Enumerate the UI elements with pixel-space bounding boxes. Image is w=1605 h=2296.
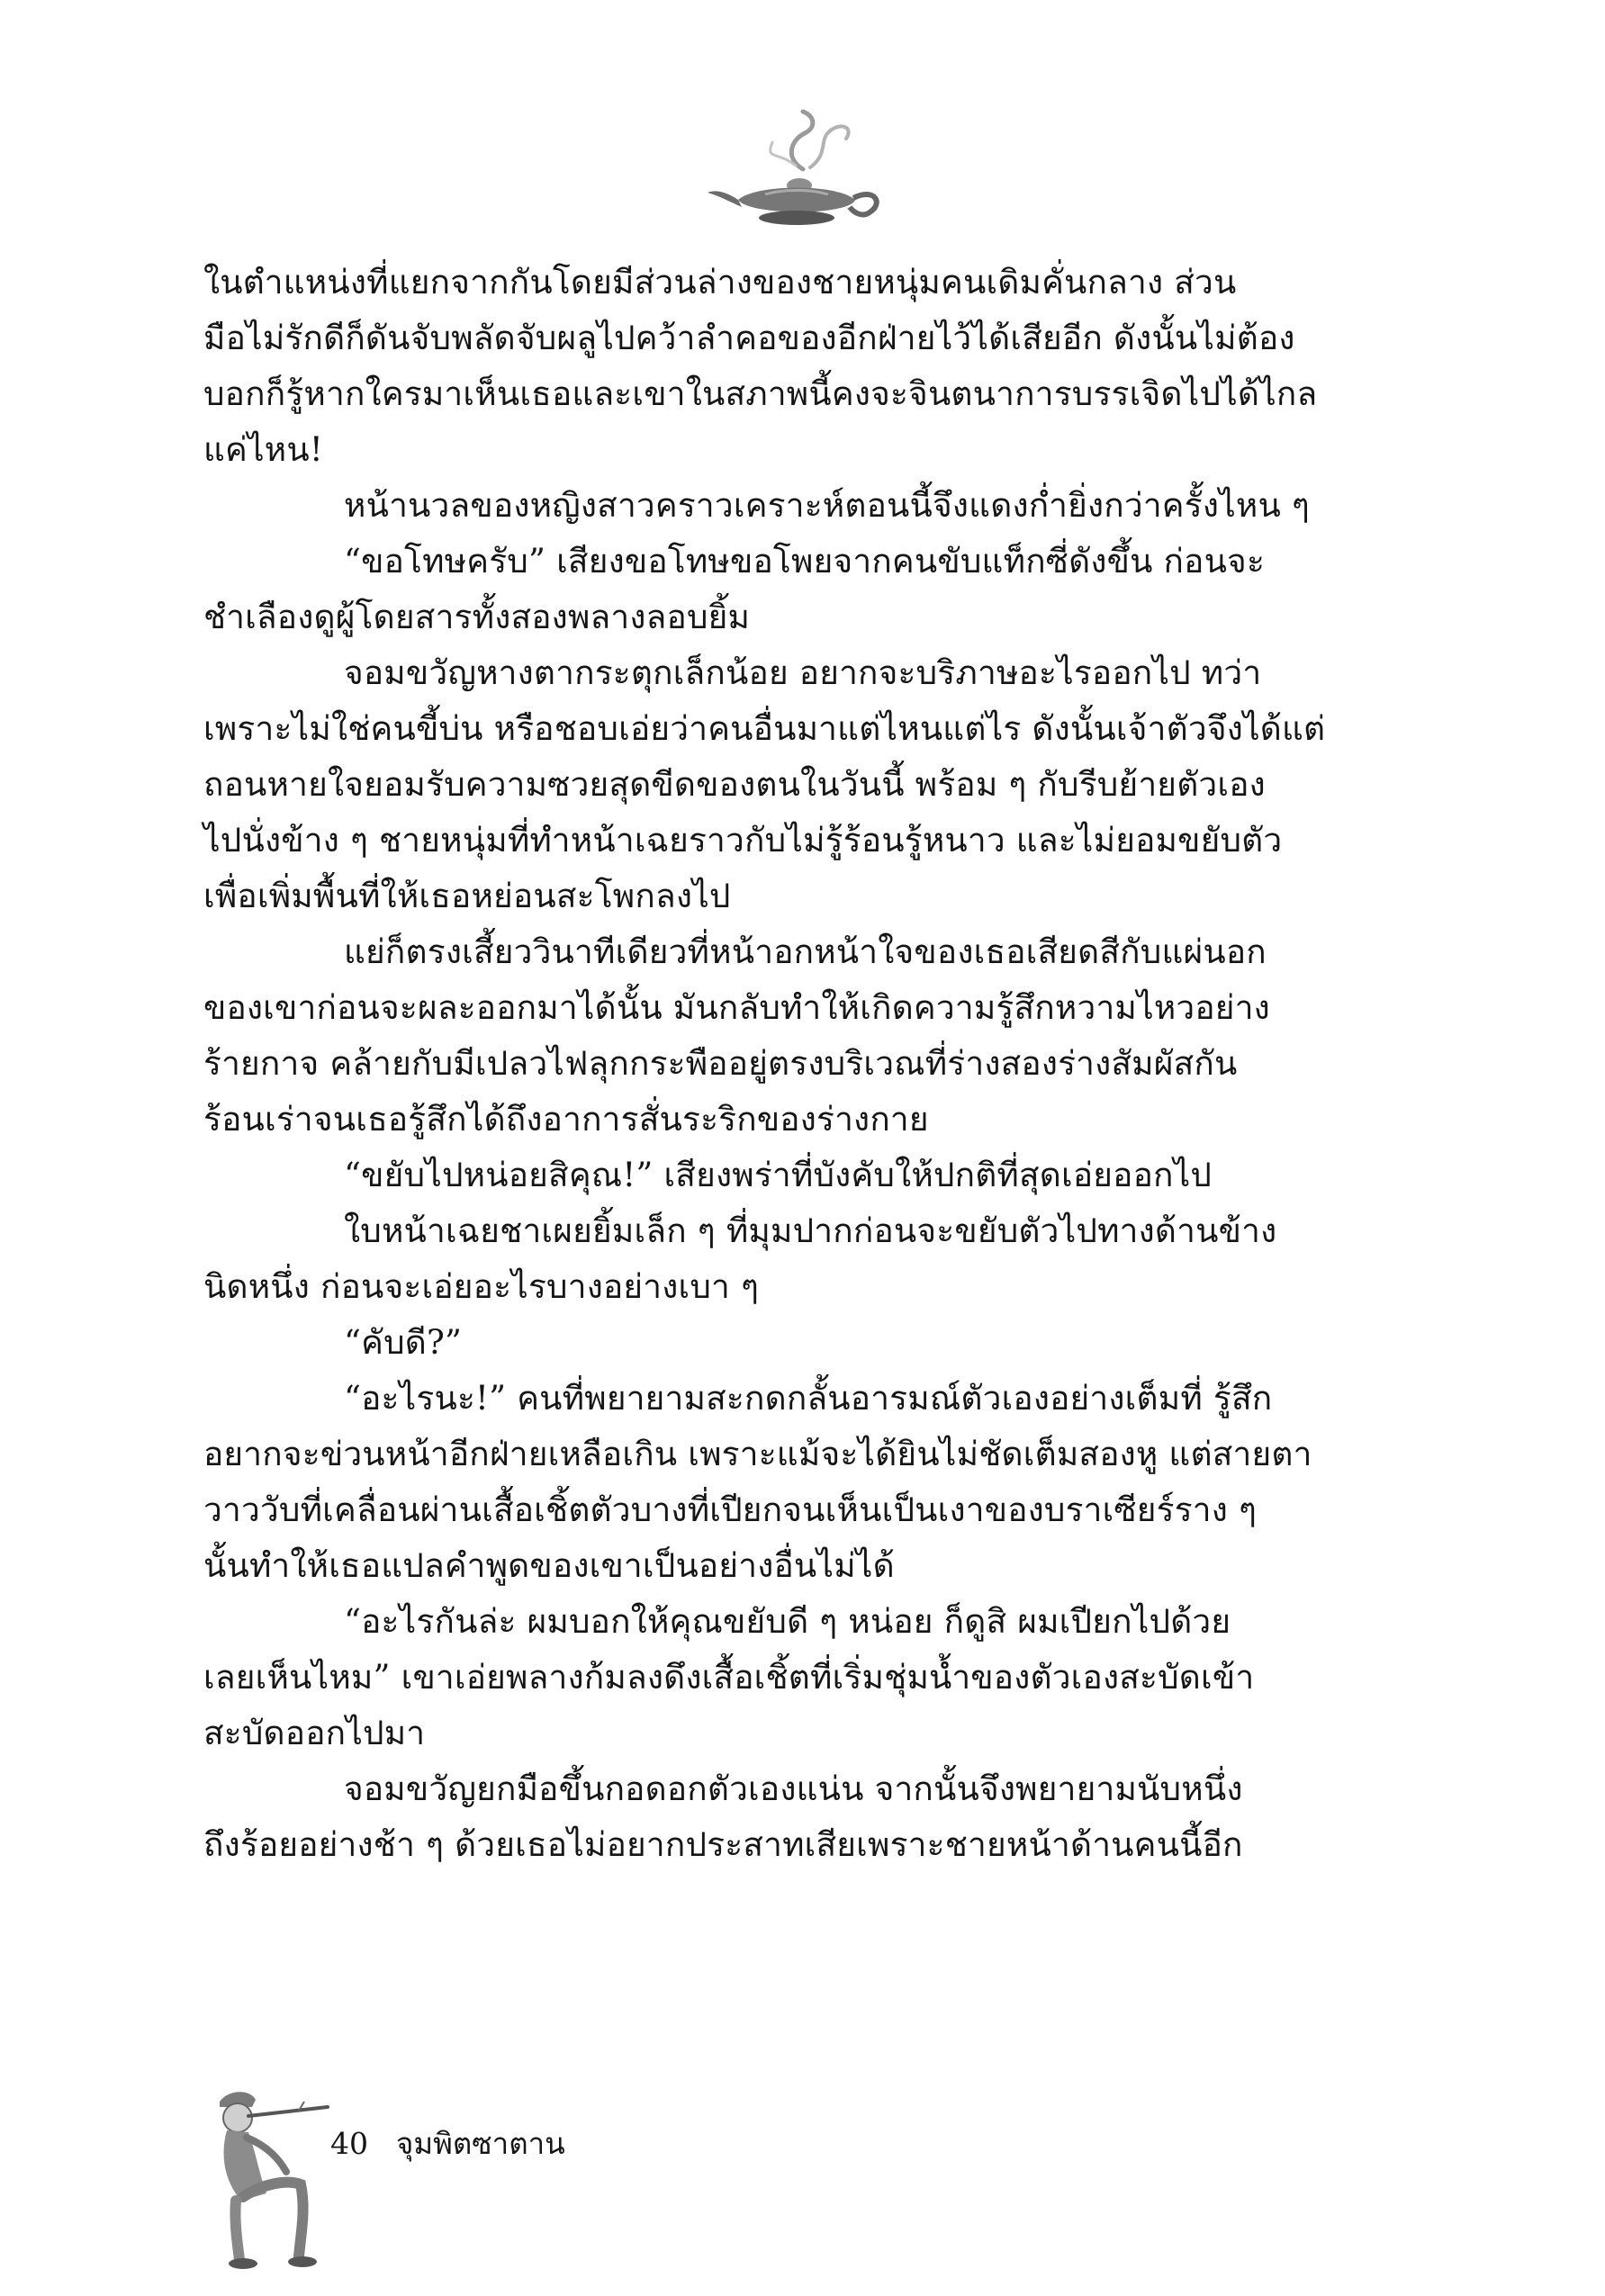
text-line: สะบัดออกไปมา [203,1714,426,1752]
text-line: ถอนหายใจยอมรับความซวยสุดขีดของตนในวันนี้ พร้อม ๆ กับรีบย้ายตัวเอง [203,765,1266,804]
text-line: “อะไรกันล่ะ ผมบอกให้คุณขยับดี ๆ หน่อย ก็ดูสิ ผมเปียกไปด้วย [344,1602,1231,1641]
text-line: ในตำแหน่งที่แยกจากกันโดยมีส่วนล่างของชายหนุ่มคนเดิมคั่นกลาง ส่วน [203,263,1237,302]
text-line: เพื่อเพิ่มพื้นที่ให้เธอหย่อนสะโพกลงไป [203,877,731,915]
text-line: “ขยับไปหน่อยสิคุณ!” เสียงพร่าที่บังคับให้ปกติที่สุดเอ่ยออกไป [344,1156,1213,1194]
text-line: มือไม่รักดีก็ดันจับพลัดจับผลูไปคว้าลำคอของอีกฝ่ายไว้ได้เสียอีก ดังนั้นไม่ต้อง [203,319,1295,357]
text-line: หน้านวลของหญิงสาวคราวเคราะห์ตอนนี้จึงแดงก่ำยิ่งกว่าครั้งไหน ๆ [344,486,1311,525]
magic-lamp-icon [702,106,891,241]
book-title: จุมพิตซาตาน [396,2126,565,2161]
text-line: อยากจะข่วนหน้าอีกฝ่ายเหลือเกิน เพราะแม้จะได้ยินไม่ชัดเต็มสองหู แต่สายตา [203,1435,1312,1473]
text-line: ใบหน้าเฉยชาเผยยิ้มเล็ก ๆ ที่มุมปากก่อนจะขยับตัวไปทางด้านข้าง [344,1211,1277,1250]
text-line: แย่ก็ตรงเสี้ยววินาทีเดียวที่หน้าอกหน้าใจของเธอเสียดสีกับแผ่นอก [344,932,1267,971]
text-line: ชำเลืองดูผู้โดยสารทั้งสองพลางลอบยิ้ม [203,598,751,636]
text-line: แค่ไหน! [203,430,323,469]
text-line: จอมขวัญยกมือขึ้นกอดอกตัวเองแน่น จากนั้นจึงพยายามนับหนึ่ง [344,1769,1243,1808]
text-line: บอกก็รู้หากใครมาเห็นเธอและเขาในสภาพนี้คงจะจินตนาการบรรเจิดไปได้ไกล [203,374,1318,413]
sitting-pinocchio-icon [193,2084,337,2273]
text-line: ของเขาก่อนจะผละออกมาได้นั้น มันกลับทำให้เกิดความรู้สึกหวามไหวอย่าง [203,988,1270,1027]
text-line: เลยเห็นไหม” เขาเอ่ยพลางก้มลงดึงเสื้อเชิ้ตที่เริ่มชุ่มน้ำของตัวเองสะบัดเข้า [203,1658,1255,1697]
text-line: เพราะไม่ใช่คนขี้บ่น หรือชอบเอ่ยว่าคนอื่นมาแต่ไหนแต่ไร ดังนั้นเจ้าตัวจึงได้แต่ [203,709,1326,748]
text-line: ไปนั่งข้าง ๆ ชายหนุ่มที่ทำหน้าเฉยราวกับไม่รู้ร้อนรู้หนาว และไม่ยอมขยับตัว [203,821,1283,860]
page-number: 40 [330,2126,368,2161]
text-line: “อะไรนะ!” คนที่พยายามสะกดกลั้นอารมณ์ตัวเองอย่างเต็มที่ รู้สึก [344,1379,1273,1418]
text-line: จอมขวัญหางตากระตุกเล็กน้อย อยากจะบริภาษอะไรออกไป ทว่า [344,653,1262,692]
text-line: ร้ายกาจ คล้ายกับมีเปลวไฟลุกกระพืออยู่ตรงบริเวณที่ร่างสองร่างสัมผัสกัน [203,1044,1238,1083]
text-line: ถึงร้อยอย่างช้า ๆ ด้วยเธอไม่อยากประสาทเสียเพราะชายหน้าด้านคนนี้อีก [203,1825,1243,1864]
text-line: นิดหนึ่ง ก่อนจะเอ่ยอะไรบางอย่างเบา ๆ [203,1267,760,1306]
text-line: นั้นทำให้เธอแปลคำพูดของเขาเป็นอย่างอื่นไม่ได้ [203,1546,895,1585]
text-line: “คับดี?” [344,1323,463,1362]
text-line: “ขอโทษครับ” เสียงขอโทษขอโพยจากคนขับแท็กซี่ดังขึ้น ก่อนจะ [344,542,1266,581]
text-line: ร้อนเร่าจนเธอรู้สึกได้ถึงอาการสั่นระริกของร่างกาย [203,1100,929,1139]
text-line: วาววับที่เคลื่อนผ่านเสื้อเชิ้ตตัวบางที่เปียกจนเห็นเป็นเงาของบราเซียร์ราง ๆ [203,1490,1258,1529]
